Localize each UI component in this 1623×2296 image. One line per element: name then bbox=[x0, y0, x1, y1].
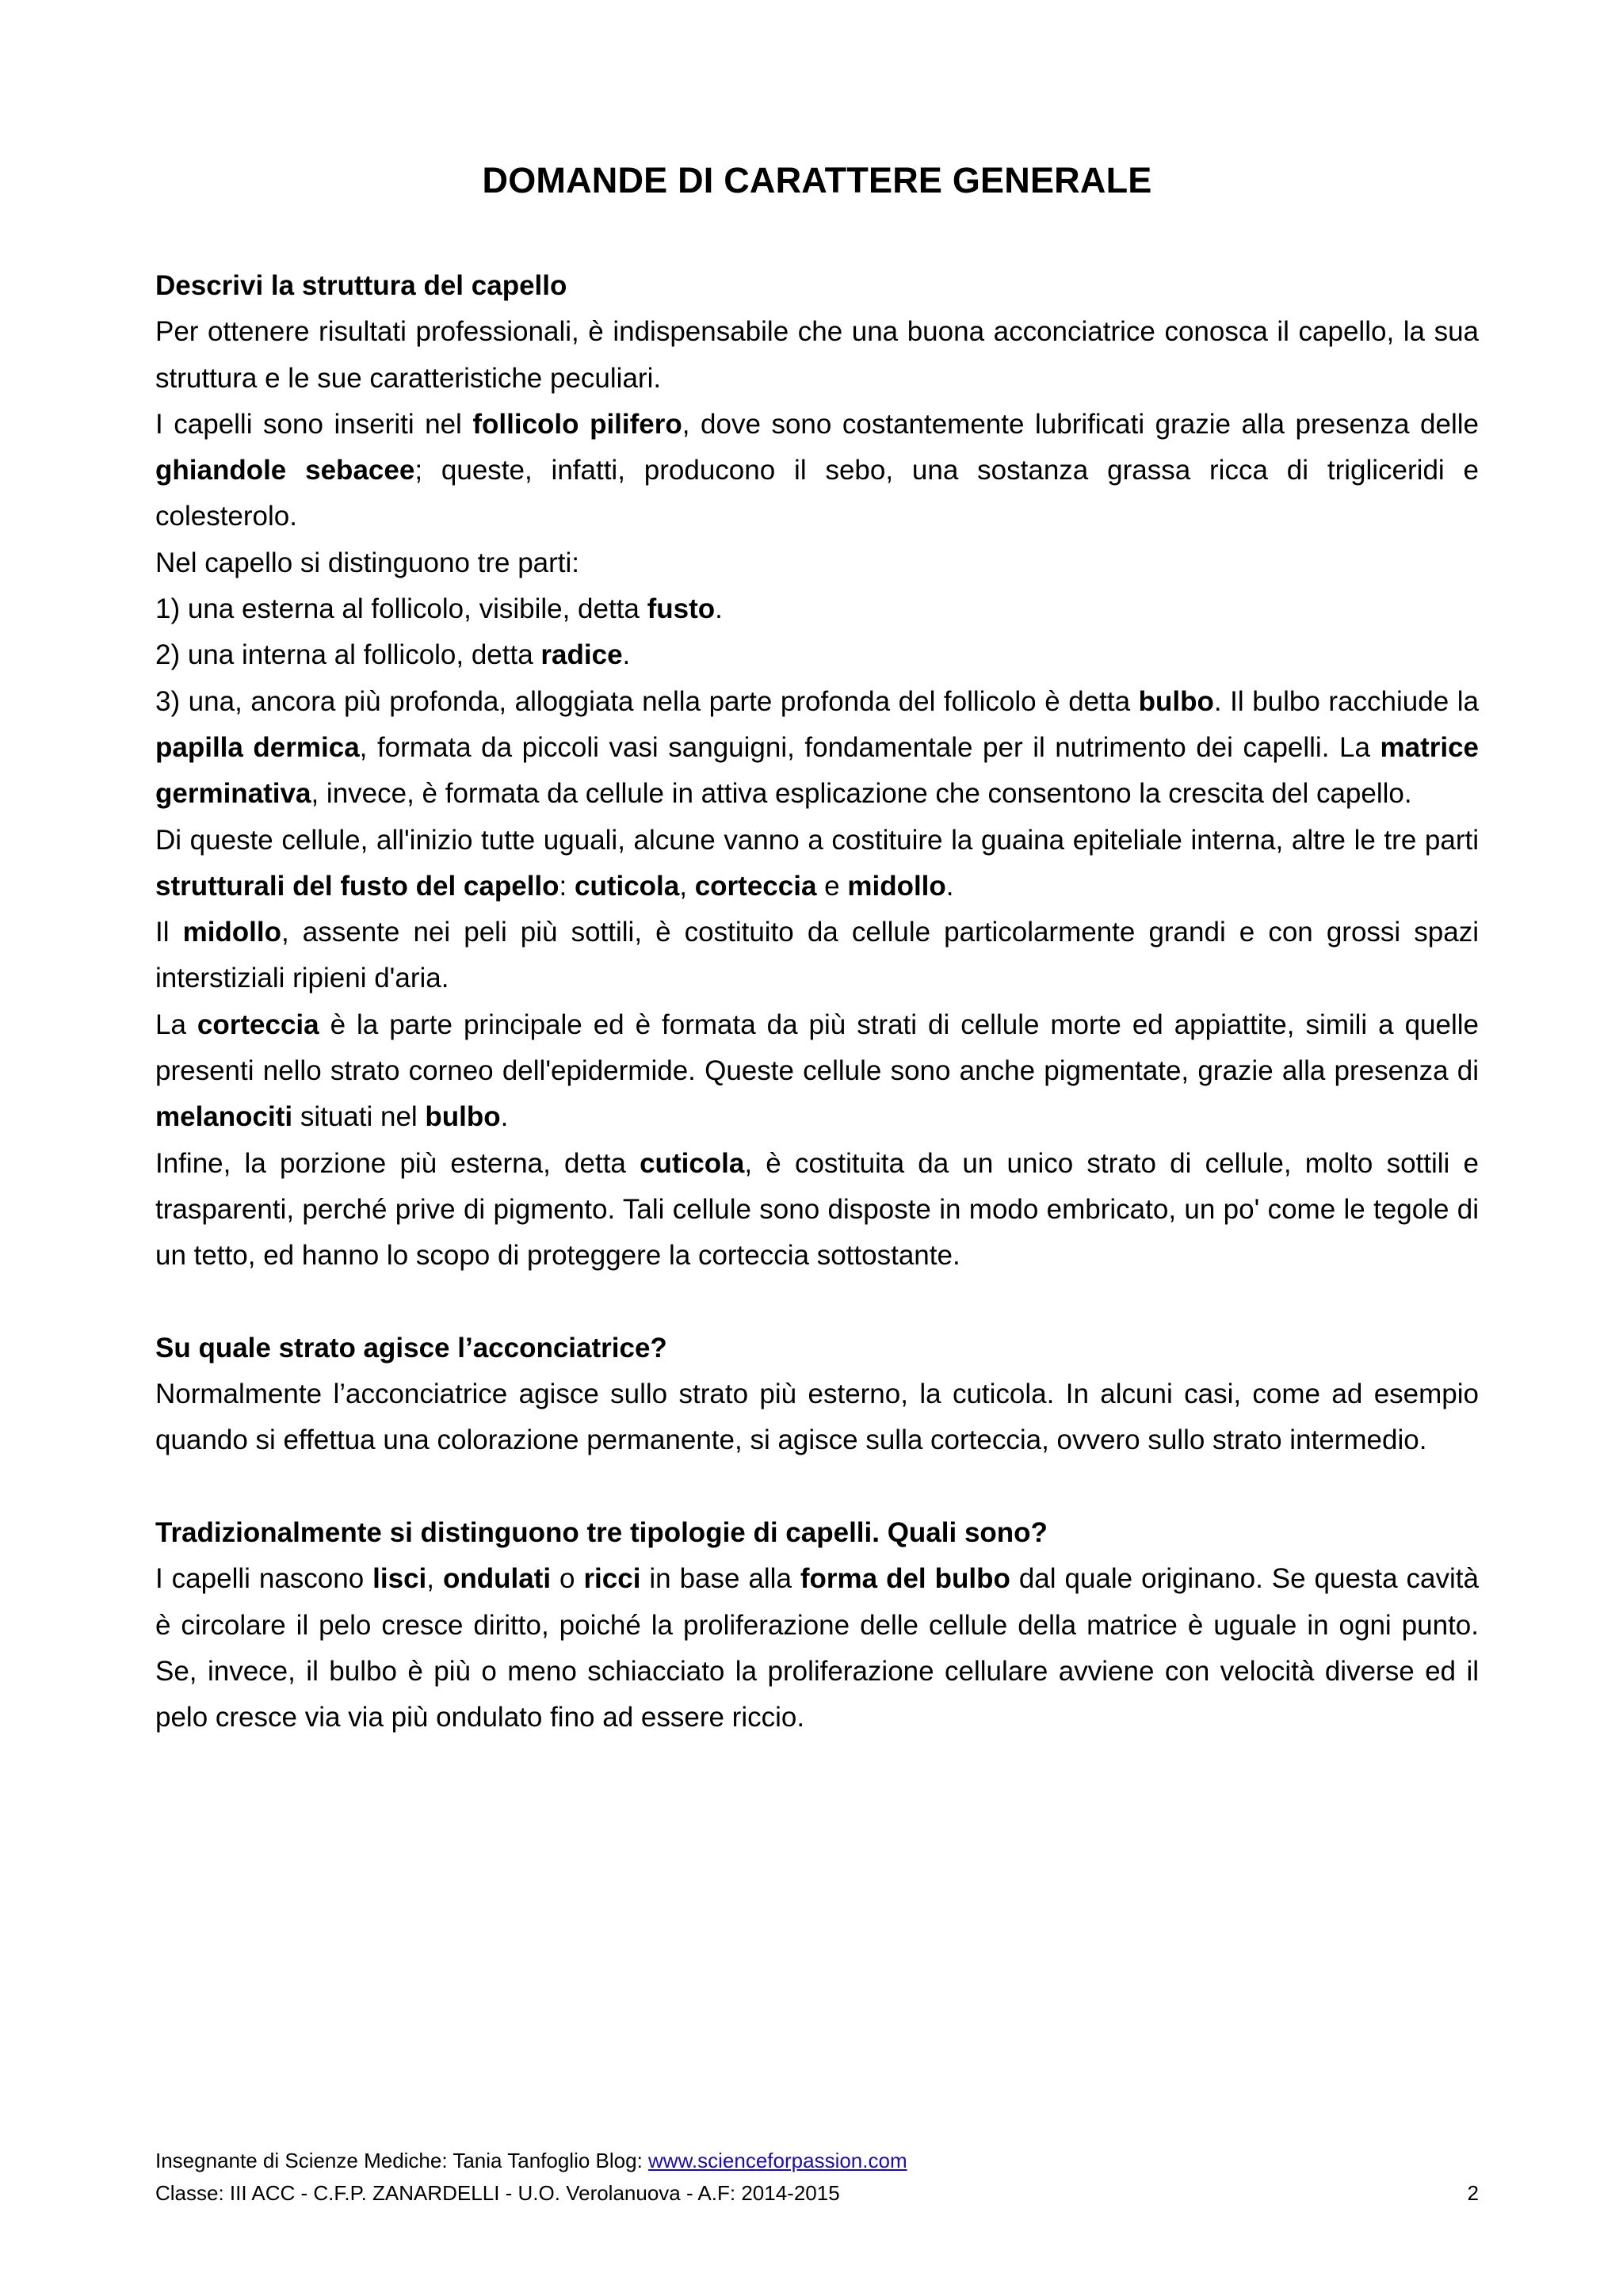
footer-line-teacher: Insegnante di Scienze Mediche: Tania Tanfoglio Blog: www.scienceforpassion.com bbox=[155, 2149, 907, 2172]
footer-line-class bbox=[155, 2177, 1479, 2210]
section-heading-struttura: Descrivi la struttura del capello bbox=[155, 270, 567, 301]
paragraph: Di queste cellule, all'inizio tutte uguali, alcune vanno a costituire la guaina epiteliale interna, altre le tre parti strutturali del fusto del capello: cuticola, corteccia e midollo. bbox=[155, 824, 1479, 902]
paragraph: Normalmente l’acconciatrice agisce sullo strato più esterno, la cuticola. In alcuni casi, come ad esempio quando si effettua una colorazione permanente, si agisce sulla corteccia, ovvero sullo strato intermedio. bbox=[155, 1379, 1479, 1456]
paragraph: I capelli nascono lisci, ondulati o ricci in base alla forma del bulbo dal quale originano. Se questa cavità è circolare il pelo cresce diritto, poiché la proliferazione delle cellule della matrice è uguale in ogni punto. Se, invece, il bulbo è più o meno schiacciato la proliferazione cellulare avviene con velocità diverse ed il pelo cresce via via più ondulato fino ad essere riccio. bbox=[155, 1563, 1479, 1733]
paragraph: La corteccia è la parte principale ed è formata da più strati di cellule morte ed appiattite, simili a quelle presenti nello strato corneo dell'epidermide. Queste cellule sono anche pigmentate, grazie alla presenza di melanociti situati nel bulbo. bbox=[155, 1009, 1480, 1133]
page-number: 2 bbox=[1467, 2181, 1479, 2205]
spacer bbox=[155, 1464, 1479, 1510]
spacer bbox=[155, 1280, 1479, 1325]
blog-link[interactable]: www.scienceforpassion.com bbox=[648, 2149, 907, 2172]
section-heading-strato: Su quale strato agisce l’acconciatrice? bbox=[155, 1332, 667, 1363]
paragraph: Il midollo, assente nei peli più sottili, è costituito da cellule particolarmente grandi e con grossi spazi interstiziali ripieni d'aria. bbox=[155, 917, 1479, 994]
page-title: DOMANDE DI CARATTERE GENERALE bbox=[482, 160, 1152, 200]
section-heading-tipologie: Tradizionalmente si distinguono tre tipologie di capelli. Quali sono? bbox=[155, 1517, 1048, 1549]
list-item: 2) una interna al follicolo, detta radice. bbox=[155, 639, 631, 671]
list-item: 3) una, ancora più profonda, alloggiata nella parte profonda del follicolo è detta bulbo. Il bulbo racchiude la papilla dermica, formata da piccoli vasi sanguigni, fondamentale per il nutrimento dei capelli. La matrice germinativa, invece, è formata da cellule in attiva esplicazione che consentono la crescita del capello. bbox=[155, 685, 1480, 810]
paragraph: Infine, la porzione più esterna, detta cuticola, è costituita da un unico strato di cellule, molto sottili e trasparenti, perché prive di pigmento. Tali cellule sono disposte in modo embricato, un po' come le tegole di un tetto, ed hanno lo scopo di proteggere la corteccia sottostante. bbox=[155, 1147, 1479, 1272]
document-body bbox=[155, 263, 1479, 1741]
list-item: 1) una esterna al follicolo, visibile, detta fusto. bbox=[155, 593, 723, 625]
paragraph: Nel capello si distinguono tre parti: bbox=[155, 547, 580, 578]
page-footer bbox=[155, 2145, 1479, 2210]
paragraph: I capelli sono inseriti nel follicolo pilifero, dove sono costantemente lubrificati grazie alla presenza delle ghiandole sebacee; queste, infatti, producono il sebo, una sostanza grassa ricca di trigliceridi e colesterolo. bbox=[155, 408, 1480, 532]
paragraph: Per ottenere risultati professionali, è indispensabile che una buona acconciatrice conosca il capello, la sua struttura e le sue caratteristiche peculiari. bbox=[155, 316, 1479, 394]
class-info: Classe: III ACC - C.F.P. ZANARDELLI - U.O. Verolanuova - A.F: 2014-2015 bbox=[155, 2181, 840, 2205]
